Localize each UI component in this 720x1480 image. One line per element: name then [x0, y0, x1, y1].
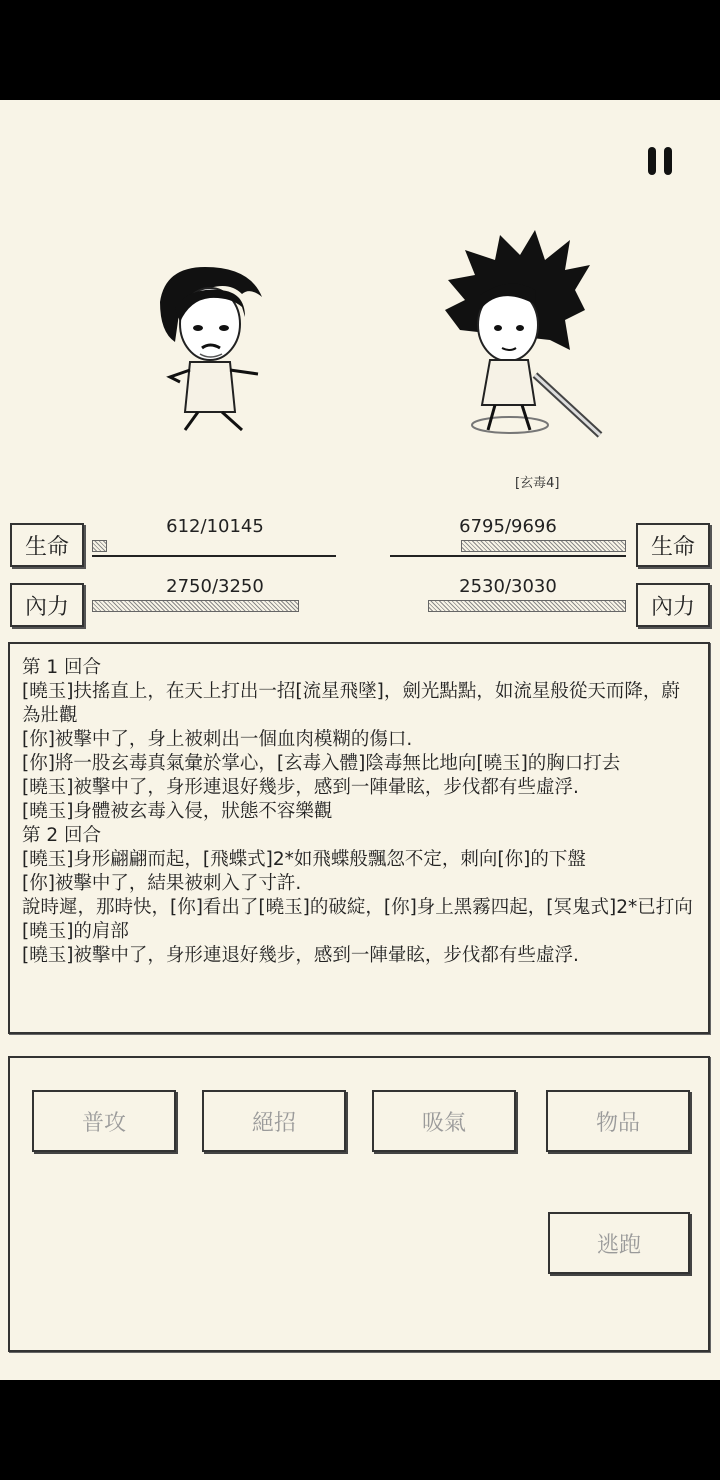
log-line: [曉玉]扶搖直上，在天上打出一招[流星飛墜]，劍光點點，如流星般從天而降，蔚為壯觀 [22, 681, 680, 726]
items-button[interactable]: 物品 [546, 1090, 690, 1152]
player-hp-value: 612/10145 [166, 516, 264, 537]
battle-log[interactable] [8, 642, 710, 1034]
enemy-mp-bar [428, 600, 626, 612]
enemy-hp-bar-track [390, 555, 626, 557]
log-line: [曉玉]身形翩翩而起，[飛蝶式]2*如飛蝶般飄忽不定，刺向[你]的下盤 [22, 849, 586, 870]
enemy-hp-label: 生命 [636, 523, 710, 567]
log-line: [你]被擊中了，身上被刺出一個血肉模糊的傷口. [22, 729, 413, 750]
player-mp-label: 內力 [10, 583, 84, 627]
breathe-button[interactable]: 吸氣 [372, 1090, 516, 1152]
player-character-image [150, 262, 270, 437]
log-line: [你]被擊中了，結果被刺入了寸許. [22, 873, 302, 894]
player-mp-value: 2750/3250 [166, 576, 264, 597]
attack-button[interactable]: 普攻 [32, 1090, 176, 1152]
player-mp-bar [92, 600, 299, 612]
log-line: 第 2 回合 [22, 825, 102, 846]
skill-button[interactable]: 絕招 [202, 1090, 346, 1152]
enemy-hp-value: 6795/9696 [459, 516, 557, 537]
player-hp-label: 生命 [10, 523, 84, 567]
enemy-hp-bar [461, 540, 626, 552]
enemy-mp-value: 2530/3030 [459, 576, 557, 597]
log-line: [曉玉]被擊中了，身形連退好幾步，感到一陣暈眩，步伐都有些虛浮. [22, 777, 579, 798]
pause-icon[interactable] [648, 147, 674, 175]
log-line: [曉玉]身體被玄毒入侵，狀態不容樂觀 [22, 801, 333, 822]
enemy-status-effect: [玄毒4] [515, 476, 560, 491]
flee-button[interactable]: 逃跑 [548, 1212, 690, 1274]
log-line: [你]將一股玄毒真氣彙於掌心，[玄毒入體]陰毒無比地向[曉玉]的胸口打去 [22, 753, 621, 774]
log-line: 說時遲，那時快，[你]看出了[曉玉]的破綻，[你]身上黑霧四起，[冥鬼式]2*已打向[曉玉]的肩部 [22, 897, 693, 942]
enemy-character-image [440, 230, 610, 440]
enemy-mp-label: 內力 [636, 583, 710, 627]
player-hp-bar [92, 540, 107, 552]
log-line: [曉玉]被擊中了，身形連退好幾步，感到一陣暈眩，步伐都有些虛浮. [22, 945, 579, 966]
player-hp-bar-track [92, 555, 336, 557]
log-line: 第 1 回合 [22, 657, 102, 678]
